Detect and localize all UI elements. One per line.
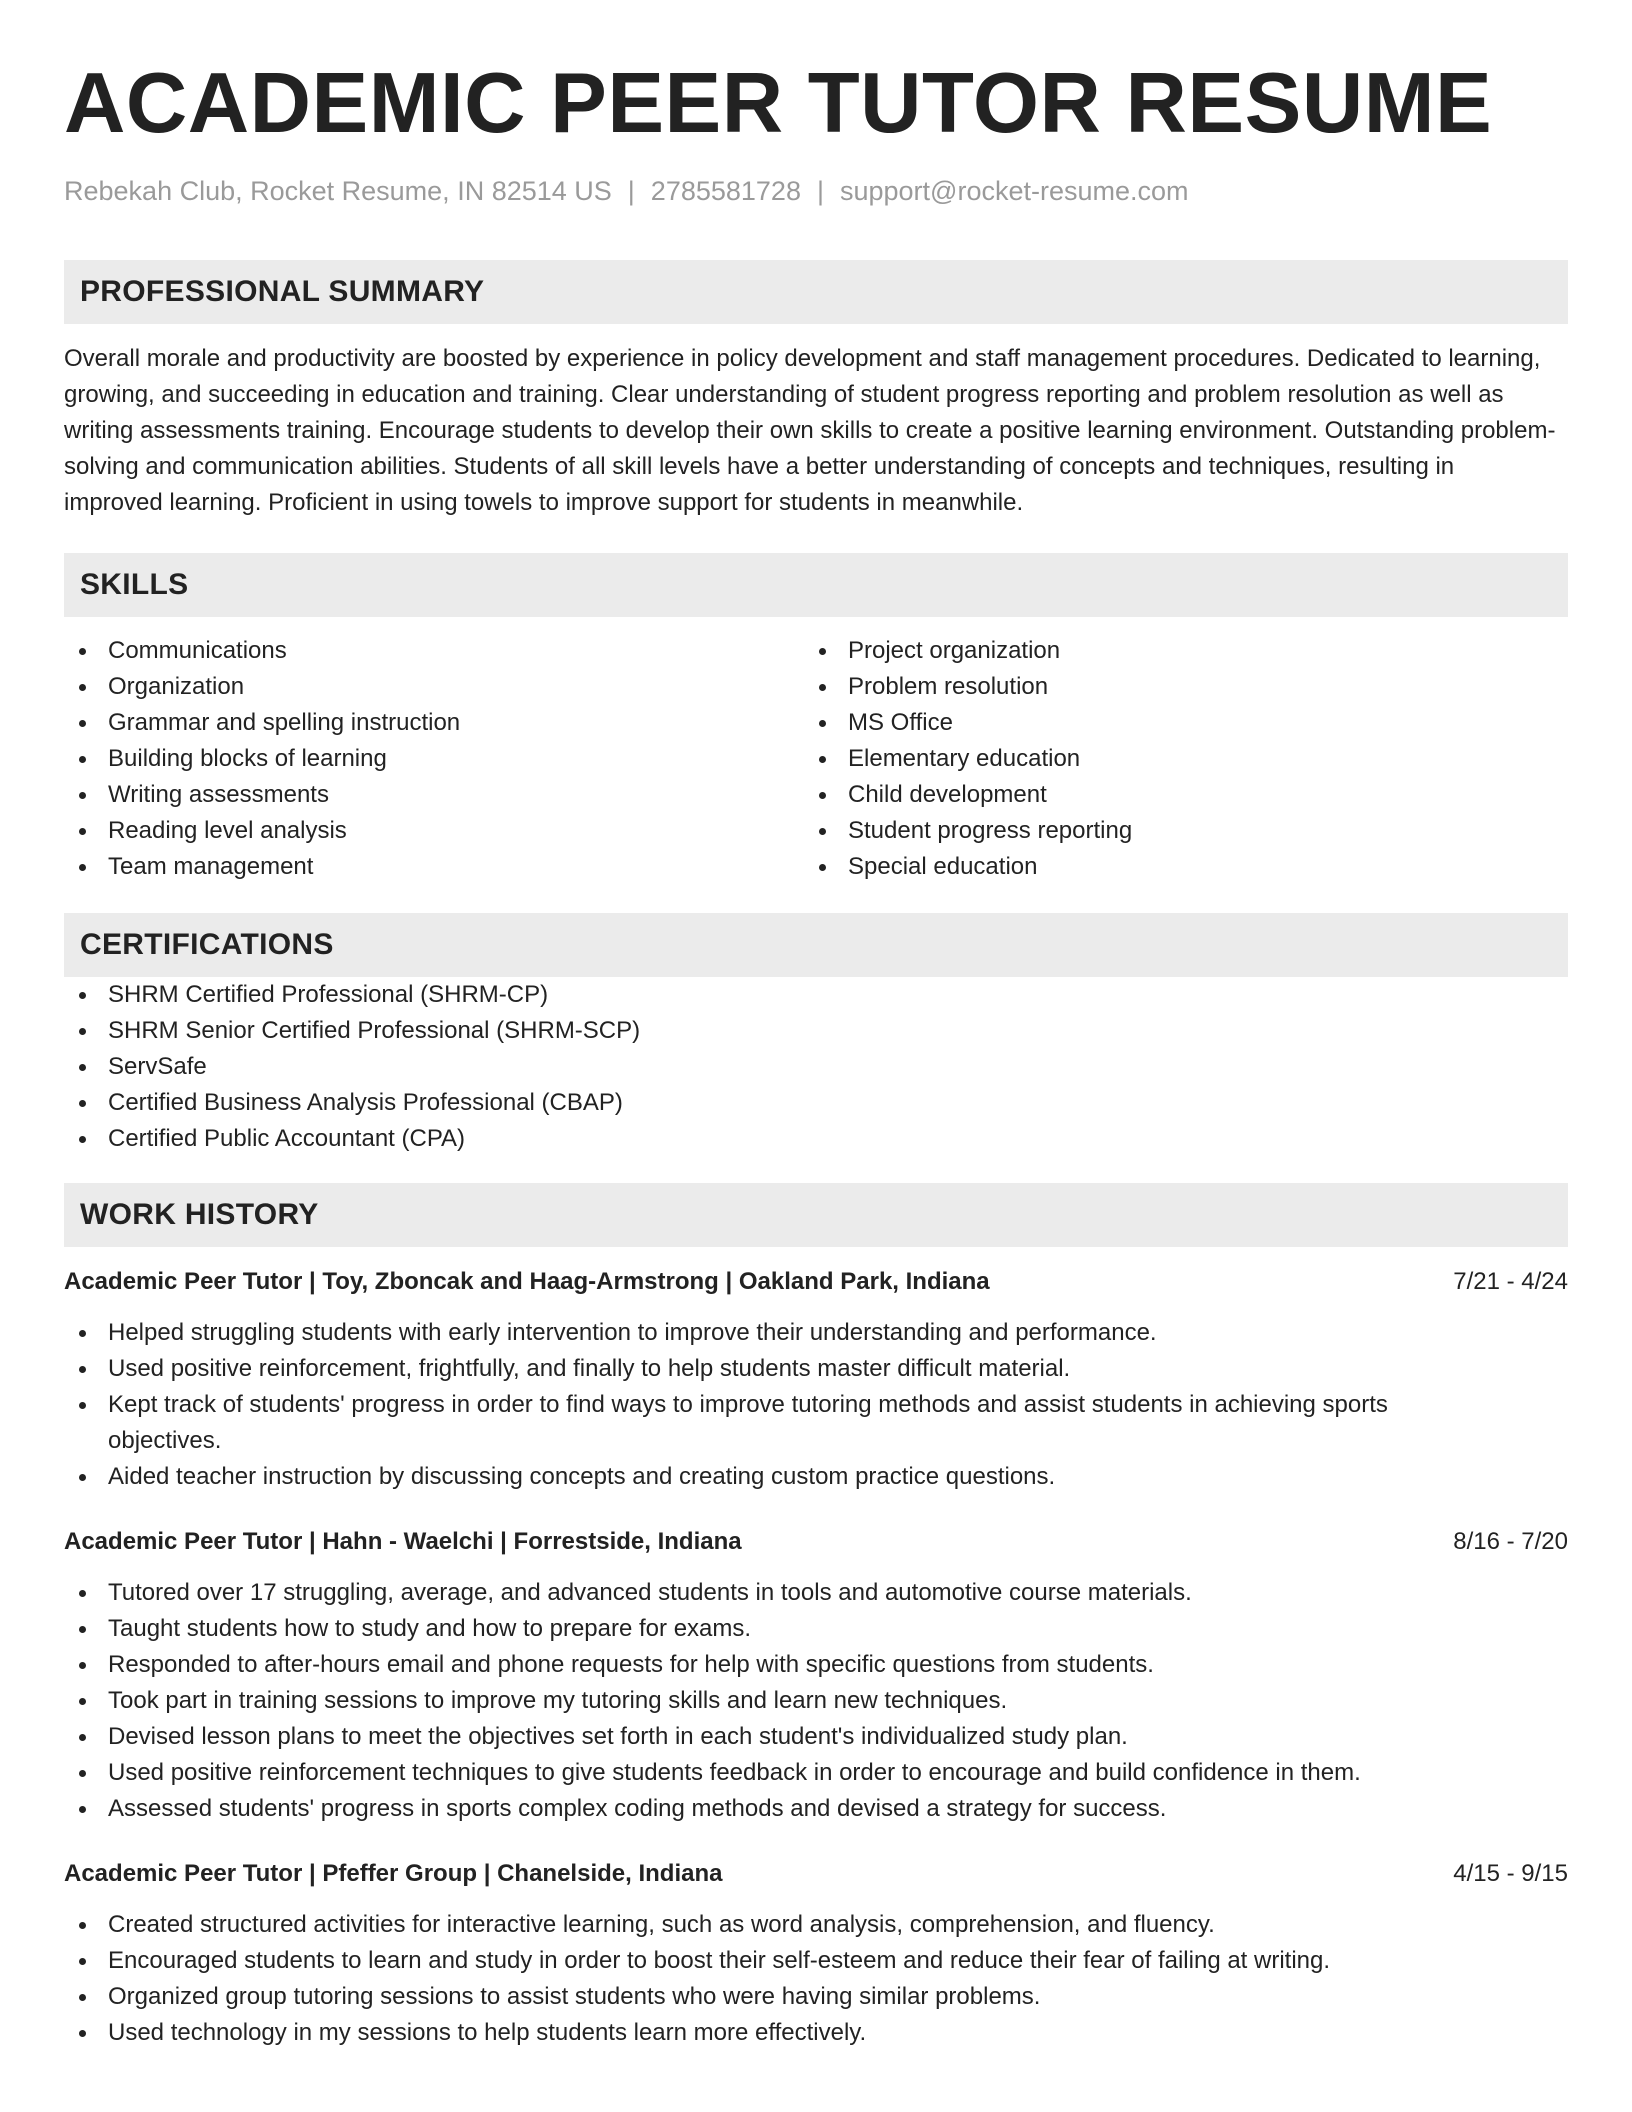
summary-heading: PROFESSIONAL SUMMARY xyxy=(64,260,1568,324)
job-bullet: Devised lesson plans to meet the objectives set forth in each student's individualized study plan. xyxy=(64,1719,1568,1755)
skill-item: Elementary education xyxy=(804,741,1544,777)
certifications-list xyxy=(64,977,1568,1157)
skills-heading: SKILLS xyxy=(64,553,1568,617)
skill-item: MS Office xyxy=(804,705,1544,741)
job-bullet: Used technology in my sessions to help students learn more effectively. xyxy=(64,2015,1568,2051)
job-bullet: Responded to after-hours email and phone requests for help with specific questions from students. xyxy=(64,1647,1568,1683)
job-title: Academic Peer Tutor | Hahn - Waelchi | Forrestside, Indiana xyxy=(64,1528,742,1555)
certification-item: SHRM Senior Certified Professional (SHRM-SCP) xyxy=(64,1013,1568,1049)
job-bullet: Helped struggling students with early intervention to improve their understanding and performance. xyxy=(64,1315,1568,1351)
skill-item: Team management xyxy=(64,849,804,885)
contact-email[interactable]: support@rocket-resume.com xyxy=(839,176,1189,206)
skills-list-left xyxy=(64,633,804,885)
skill-item: Reading level analysis xyxy=(64,813,804,849)
job-bullet: Used positive reinforcement, frightfully, and finally to help students master difficult material. xyxy=(64,1351,1568,1387)
job-entry xyxy=(64,1525,1568,1827)
job-bullets xyxy=(64,1907,1568,2051)
job-bullet: Kept track of students' progress in order to find ways to improve tutoring methods and assist students in achieving sports objectives. xyxy=(64,1387,1568,1459)
job-dates: 8/16 - 7/20 xyxy=(1453,1528,1568,1555)
job-bullet: Encouraged students to learn and study in order to boost their self-esteem and reduce their fear of failing at writing. xyxy=(64,1943,1568,1979)
job-bullet: Taught students how to study and how to prepare for exams. xyxy=(64,1611,1568,1647)
job-header xyxy=(64,1525,1568,1559)
job-bullet: Tutored over 17 struggling, average, and advanced students in tools and automotive course materials. xyxy=(64,1575,1568,1611)
resume-title: ACADEMIC PEER TUTOR RESUME xyxy=(64,56,1493,151)
job-bullet: Took part in training sessions to improve my tutoring skills and learn new techniques. xyxy=(64,1683,1568,1719)
job-dates: 4/15 - 9/15 xyxy=(1453,1860,1568,1887)
job-bullet: Created structured activities for interactive learning, such as word analysis, comprehension, and fluency. xyxy=(64,1907,1568,1943)
skills-grid xyxy=(64,633,1568,885)
job-title: Academic Peer Tutor | Pfeffer Group | Chanelside, Indiana xyxy=(64,1860,723,1887)
job-entry xyxy=(64,1265,1568,1495)
certification-item: Certified Public Accountant (CPA) xyxy=(64,1121,1568,1157)
contact-separator: | xyxy=(816,176,824,206)
job-header xyxy=(64,1857,1568,1891)
job-entry xyxy=(64,1857,1568,2051)
skill-item: Child development xyxy=(804,777,1544,813)
contact-separator: | xyxy=(627,176,635,206)
job-bullet: Used positive reinforcement techniques to give students feedback in order to encourage and build confidence in them. xyxy=(64,1755,1568,1791)
job-header xyxy=(64,1265,1568,1299)
certification-item: ServSafe xyxy=(64,1049,1568,1085)
skill-item: Communications xyxy=(64,633,804,669)
skill-item: Building blocks of learning xyxy=(64,741,804,777)
job-bullets xyxy=(64,1315,1568,1495)
certifications-heading: CERTIFICATIONS xyxy=(64,913,1568,977)
skill-item: Project organization xyxy=(804,633,1544,669)
job-bullet: Assessed students' progress in sports complex coding methods and devised a strategy for success. xyxy=(64,1791,1568,1827)
skill-item: Writing assessments xyxy=(64,777,804,813)
job-title: Academic Peer Tutor | Toy, Zboncak and Haag-Armstrong | Oakland Park, Indiana xyxy=(64,1268,990,1295)
skills-list-right xyxy=(804,633,1544,885)
contact-address: Rebekah Club, Rocket Resume, IN 82514 US xyxy=(64,176,612,206)
certification-item: SHRM Certified Professional (SHRM-CP) xyxy=(64,977,1568,1013)
work-history-heading: WORK HISTORY xyxy=(64,1183,1568,1247)
skill-item: Student progress reporting xyxy=(804,813,1544,849)
skill-item: Problem resolution xyxy=(804,669,1544,705)
job-bullets xyxy=(64,1575,1568,1827)
contact-phone[interactable]: 2785581728 xyxy=(650,176,801,206)
summary-text: Overall morale and productivity are boosted by experience in policy development and staff management procedures. Dedicated to learning, growing, and succeeding in education and training. Clear understanding of student progress reporting and problem resolution as well as writing assessments training. Encourage students to develop their own skills to create a positive learning environment. Outstanding problem-solving and communication abilities. Students of all skill levels have a better understanding of concepts and techniques, resulting in improved learning. Proficient in using towels to improve support for students in meanwhile. xyxy=(64,345,1556,516)
job-bullet: Aided teacher instruction by discussing concepts and creating custom practice questions. xyxy=(64,1459,1568,1495)
job-dates: 7/21 - 4/24 xyxy=(1453,1268,1568,1295)
skill-item: Special education xyxy=(804,849,1544,885)
certification-item: Certified Business Analysis Professional (CBAP) xyxy=(64,1085,1568,1121)
skill-item: Grammar and spelling instruction xyxy=(64,705,804,741)
job-bullet: Organized group tutoring sessions to assist students who were having similar problems. xyxy=(64,1979,1568,2015)
contact-line xyxy=(64,174,1568,208)
skill-item: Organization xyxy=(64,669,804,705)
